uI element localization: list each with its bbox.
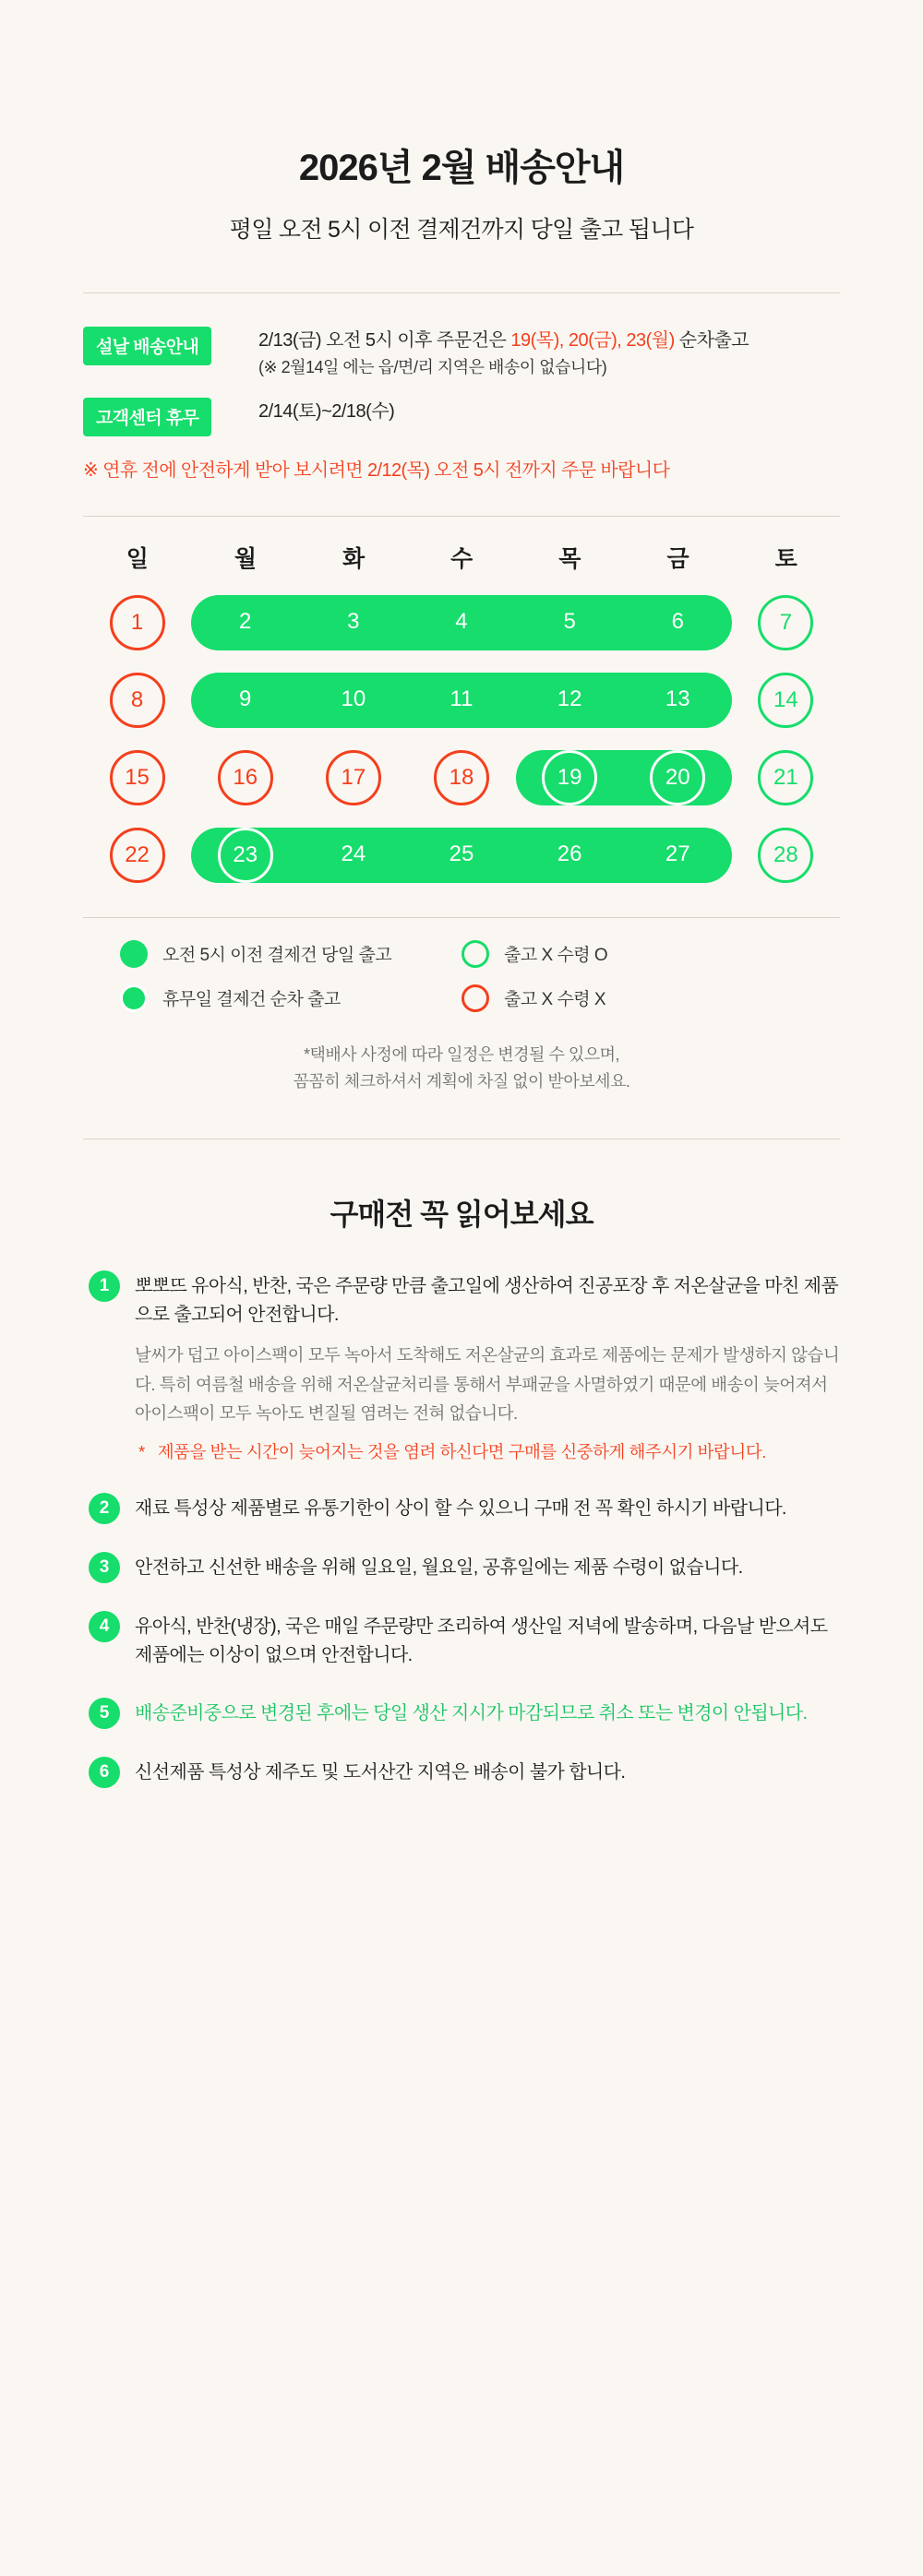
calendar-day-7: 7 [758, 595, 813, 650]
calendar-day-cell [407, 742, 515, 814]
calendar-day-cell [83, 742, 191, 814]
calendar-day-cell [83, 587, 191, 659]
calendar-day-cell [624, 742, 732, 814]
weekday-tue: 화 [342, 545, 365, 572]
legend-item [120, 984, 462, 1012]
calendar-day-cell [83, 819, 191, 891]
item-number-badge: 1 [89, 1270, 120, 1302]
page-title: 2026년 2월 배송안내 [298, 148, 625, 188]
item-body [135, 1757, 840, 1788]
calendar-day-cell [732, 587, 840, 659]
calendar-weekday-header [83, 541, 840, 574]
calendar-day-cell [407, 819, 515, 891]
calendar-day-5: 5 [563, 608, 576, 634]
calendar-day-cell [407, 587, 515, 659]
legend-ring-red-icon [462, 984, 489, 1012]
calendar-day-cell [624, 664, 732, 736]
item-caution-label: 제품을 받는 시간이 늦어지는 것을 염려 하신다면 구매를 신중하게 해주시기 바랍니다. [157, 1441, 766, 1461]
asterisk-icon: * [138, 1441, 145, 1461]
calendar-day-cell [624, 819, 732, 891]
item-number-badge: 6 [89, 1757, 120, 1788]
purchase-notice-item [83, 1493, 840, 1524]
item-number-badge: 5 [89, 1698, 120, 1729]
purchase-notice-item [83, 1611, 840, 1670]
calendar-day-cell [516, 819, 624, 891]
item-detail-text: 날씨가 덥고 아이스팩이 모두 녹아서 도착해도 저온살균의 효과로 제품에는 문제가 발생하지 않습니다. 특히 여름철 배송을 위해 저온살균처리를 통해서 부패균을 사멸하였기 때문에 배송이 늦어져서 아이스팩이 모두 녹아도 변질될 염려는 전혀 없습니다. [135, 1345, 840, 1423]
purchase-notice-list [83, 1270, 840, 1788]
calendar-day-23: 23 [218, 828, 273, 883]
calendar-day-cell [191, 742, 299, 814]
header [83, 0, 840, 244]
divider-legend [83, 917, 840, 918]
legend-fill-icon [120, 940, 148, 968]
item-caution-text [135, 1438, 840, 1466]
calendar-day-cell [732, 664, 840, 736]
calendar-week-row [83, 587, 840, 659]
calendar-day-4: 4 [455, 608, 468, 634]
calendar-day-12: 12 [557, 686, 582, 711]
calendar-day-cell [299, 587, 407, 659]
item-body [135, 1611, 840, 1670]
calendar-week-row [83, 664, 840, 736]
calendar-day-21: 21 [758, 750, 813, 805]
legend-label: 오전 5시 이전 결제건 당일 출고 [162, 946, 392, 966]
item-number-badge: 2 [89, 1493, 120, 1524]
calendar-day-cell [299, 664, 407, 736]
calendar-day-cell [191, 819, 299, 891]
calendar-body [83, 587, 840, 891]
calendar-day-cell [407, 664, 515, 736]
calendar-week-row [83, 819, 840, 891]
item-lead-text: 배송준비중으로 변경된 후에는 당일 생산 지시가 마감되므로 취소 또는 변경이 안됩니다. [135, 1703, 808, 1724]
calendar-day-cell [83, 664, 191, 736]
badge-lunar-delivery: 설날 배송안내 [83, 327, 211, 365]
legend-label: 휴무일 결제건 순차 출고 [162, 990, 341, 1010]
item-body [135, 1493, 840, 1524]
calendar-day-11: 11 [450, 686, 473, 711]
item-lead-text: 재료 특성상 제품별로 유통기한이 상이 할 수 있으니 구매 전 꼭 확인 하시기 바랍니다. [135, 1498, 786, 1520]
calendar-day-1: 1 [110, 595, 165, 650]
item-lead-text: 뽀뽀뜨 유아식, 반찬, 국은 주문량 만큼 출고일에 생산하여 진공포장 후 저온살균을 마친 제품으로 출고되어 안전합니다. [135, 1276, 839, 1326]
section2-title: 구매전 꼭 읽어보세요 [330, 1198, 593, 1232]
calendar-footnote [83, 1042, 840, 1095]
footnote-line-2: 꼼꼼히 체크하셔서 계획에 차질 없이 받아보세요. [293, 1071, 630, 1091]
item-lead-text: 안전하고 신선한 배송을 위해 일요일, 월요일, 공휴일에는 제품 수령이 없습니다. [135, 1557, 743, 1579]
delivery-calendar [83, 541, 840, 891]
item-lead-text: 유아식, 반찬(냉장), 국은 매일 주문량만 조리하여 생산일 저녁에 발송하며, 다음날 받으셔도 제품에는 이상이 없으며 안전합니다. [135, 1616, 828, 1666]
calendar-day-cell [516, 664, 624, 736]
item-number-badge: 4 [89, 1611, 120, 1642]
calendar-day-9: 9 [239, 686, 252, 711]
page-subtitle: 평일 오전 5시 이전 결제건까지 당일 출고 됩니다 [229, 217, 694, 243]
calendar-day-8: 8 [110, 673, 165, 728]
item-body [135, 1698, 840, 1729]
badge-cscenter-holiday: 고객센터 휴무 [83, 398, 211, 436]
weekday-thu: 목 [558, 545, 581, 572]
purchase-notice-item [83, 1270, 840, 1465]
calendar-day-22: 22 [110, 828, 165, 883]
calendar-day-10: 10 [341, 686, 366, 711]
calendar-day-28: 28 [758, 828, 813, 883]
item-body [135, 1270, 840, 1465]
calendar-day-19: 19 [542, 750, 597, 805]
legend-label: 출고 X 수령 X [504, 990, 606, 1010]
legend-fill-ring-icon [120, 984, 148, 1012]
purchase-notice-item [83, 1698, 840, 1729]
weekday-mon: 월 [234, 545, 257, 572]
calendar-day-27: 27 [665, 841, 690, 866]
notice-row-cscenter [83, 398, 840, 453]
calendar-day-17: 17 [326, 750, 381, 805]
calendar-day-20: 20 [650, 750, 705, 805]
calendar-day-cell [732, 819, 840, 891]
calendar-day-2: 2 [239, 608, 252, 634]
notice-lunar-text-before: 2/13(금) 오전 5시 이후 주문건은 [258, 330, 511, 351]
calendar-day-cell [299, 742, 407, 814]
legend-ring-green-icon [462, 940, 489, 968]
calendar-day-cell [191, 664, 299, 736]
calendar-day-cell [624, 587, 732, 659]
notice-warning: ※ 연휴 전에 안전하게 받아 보시려면 2/12(목) 오전 5시 전까지 주문 바랍니다 [83, 459, 670, 481]
notice-table [83, 327, 840, 453]
legend-item [462, 984, 803, 1012]
calendar-day-14: 14 [758, 673, 813, 728]
legend-label: 출고 X 수령 O [504, 946, 608, 966]
notice-lunar-text-after: 순차출고 [674, 330, 749, 351]
calendar-day-cell [516, 742, 624, 814]
calendar-day-15: 15 [110, 750, 165, 805]
notice-row-lunar [83, 327, 840, 398]
weekday-wed: 수 [450, 545, 473, 572]
calendar-day-24: 24 [341, 841, 366, 866]
calendar-day-cell [516, 587, 624, 659]
calendar-day-cell [191, 587, 299, 659]
item-body [135, 1552, 840, 1583]
calendar-day-cell [299, 819, 407, 891]
calendar-day-cell [732, 742, 840, 814]
weekday-fri: 금 [666, 545, 689, 572]
item-lead-text: 신선제품 특성상 제주도 및 도서산간 지역은 배송이 불가 합니다. [135, 1762, 626, 1783]
weekday-sat: 토 [774, 545, 797, 572]
calendar-day-16: 16 [218, 750, 273, 805]
divider-top [83, 292, 840, 293]
legend-item [462, 940, 803, 968]
calendar-day-6: 6 [671, 608, 684, 634]
notice-lunar-subtext: (※ 2월14일 에는 읍/면/리 지역은 배송이 없습니다) [258, 358, 607, 376]
calendar-week-row [83, 742, 840, 814]
calendar-day-13: 13 [665, 686, 690, 711]
legend-item [120, 940, 462, 968]
calendar-day-26: 26 [557, 841, 582, 866]
calendar-day-25: 25 [449, 841, 474, 866]
divider-calendar [83, 516, 840, 517]
item-number-badge: 3 [89, 1552, 120, 1583]
calendar-day-3: 3 [347, 608, 360, 634]
footnote-line-1: *택배사 사정에 따라 일정은 변경될 수 있으며, [304, 1044, 619, 1064]
weekday-sun: 일 [126, 545, 149, 572]
calendar-legend [83, 940, 840, 1029]
calendar-day-18: 18 [434, 750, 489, 805]
notice-cscenter-text: 2/14(토)~2/18(수) [258, 400, 395, 422]
purchase-notice-item [83, 1552, 840, 1583]
purchase-notice-item [83, 1757, 840, 1788]
notice-lunar-dates: 19(목), 20(금), 23(월) [510, 330, 675, 351]
